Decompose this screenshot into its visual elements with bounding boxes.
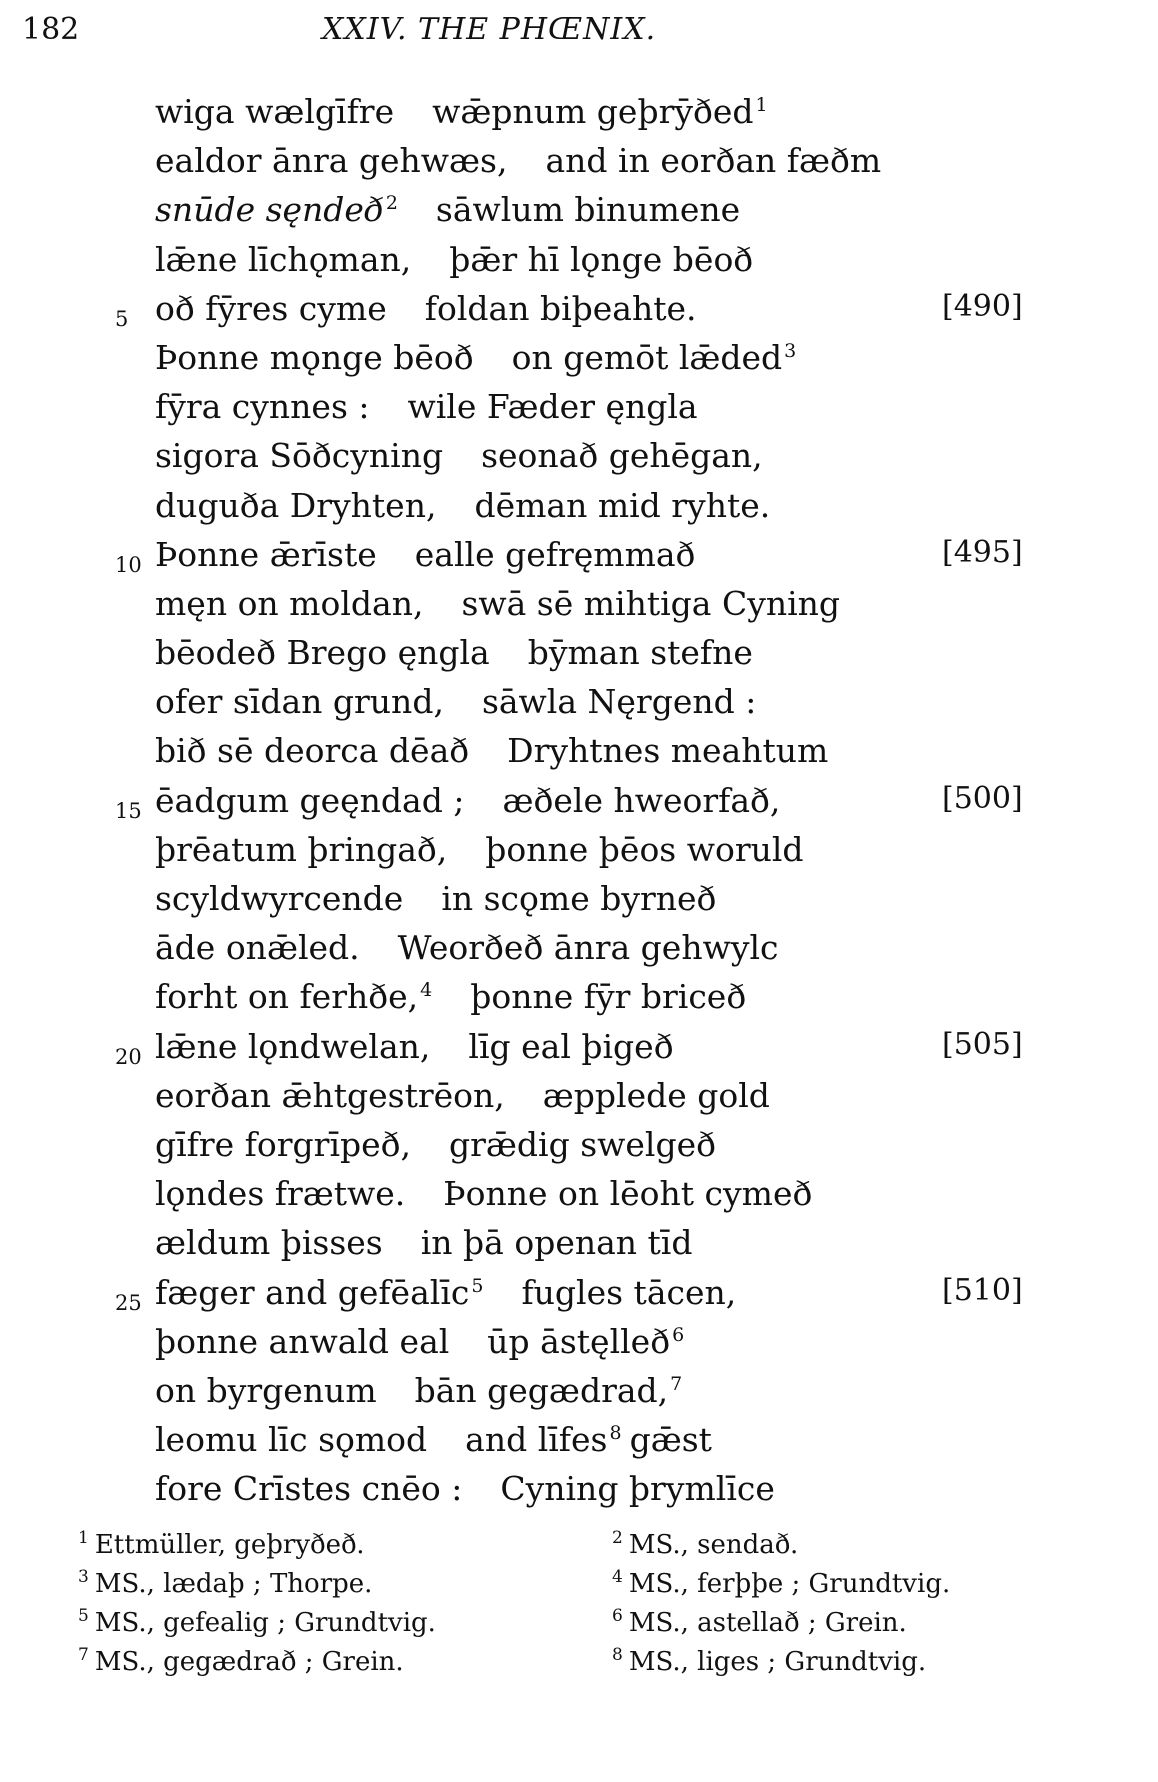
second-half-line (545, 141, 881, 180)
verse-text (155, 731, 828, 770)
second-half-line (481, 436, 763, 475)
first-half-line (155, 387, 370, 426)
half-line-text: gīfre forgrīpeð, (155, 1124, 412, 1164)
verse-text (155, 141, 881, 180)
half-line-text: ofer sīdan grund, (155, 682, 444, 722)
half-line-text: æpplede gold (542, 1075, 770, 1115)
half-line-text: eorðan ǣhtgestrēon, (155, 1075, 505, 1115)
second-half-line (398, 928, 779, 967)
half-line-text: lǣne lǫndwelan, (155, 1026, 431, 1066)
footnote-marker: 4 (420, 979, 433, 1002)
first-half-line (155, 928, 360, 967)
half-line-text: þonne fȳr briceð (470, 977, 747, 1017)
second-half-line (465, 1420, 712, 1459)
verse-line (0, 1174, 1158, 1223)
first-half-line (155, 1027, 430, 1066)
first-half-line (155, 977, 432, 1016)
first-half-line (155, 584, 423, 623)
second-half-line (470, 977, 746, 1016)
first-half-line (155, 141, 507, 180)
verse-line (0, 1027, 1158, 1076)
half-line-text: ealle gefręmmað (414, 534, 696, 574)
first-half-line (155, 1273, 483, 1312)
first-half-line (155, 879, 403, 918)
second-half-line (512, 338, 797, 377)
half-line-text: foldan biþeahte. (424, 288, 697, 328)
verse-line (0, 781, 1158, 830)
half-line-text: æðele hweorfað, (502, 780, 781, 820)
second-half-line (436, 190, 740, 229)
first-half-line (155, 1223, 383, 1262)
page-header (22, 12, 1118, 52)
verse-text (155, 584, 840, 623)
half-line-text: duguða Dryhten, (155, 485, 437, 525)
second-half-line (415, 535, 696, 574)
verse-text (155, 830, 804, 869)
second-half-line (485, 830, 803, 869)
footnote-number: 3 (78, 1567, 89, 1588)
verse-text (155, 1125, 716, 1164)
verse-text (155, 682, 756, 721)
second-half-line (500, 1469, 775, 1508)
first-half-line (155, 436, 443, 475)
line-number: 10 (115, 552, 142, 577)
line-number: 20 (115, 1044, 142, 1069)
footnote-number: 7 (78, 1645, 89, 1666)
half-line-text: dēman mid ryhte. (474, 485, 771, 525)
half-line-text: sāwlum binumene (435, 190, 741, 230)
half-line-text: bān gegædrad, (414, 1370, 669, 1410)
footnote-marker: 7 (670, 1372, 683, 1395)
half-line-text: wile Fæder ęngla (407, 387, 698, 427)
second-half-line (443, 1174, 812, 1213)
half-line-text: ēadgum geęndad ; (155, 780, 465, 820)
first-half-line (155, 1076, 505, 1115)
half-line-text: grǣdig swelgeð (449, 1124, 717, 1164)
verse-line (0, 584, 1158, 633)
first-half-line (155, 240, 411, 279)
first-half-line (155, 682, 444, 721)
half-line-text: þrēatum þringað, (155, 829, 448, 869)
first-half-line (155, 535, 377, 574)
second-half-line (408, 387, 698, 426)
footnote-number: 4 (612, 1567, 623, 1588)
verse-line (0, 879, 1158, 928)
half-line-text: ealdor ānra gehwæs, (155, 141, 508, 181)
verse-line (0, 436, 1158, 485)
verse-text (155, 1371, 682, 1410)
footnote-text: Ettmüller, geþryðeð. (94, 1530, 365, 1560)
verse-line (0, 731, 1158, 780)
verse-text (155, 1027, 674, 1066)
verse-line (0, 1125, 1158, 1174)
first-half-line (155, 190, 398, 229)
first-half-line (155, 338, 474, 377)
second-half-line (449, 240, 753, 279)
verse-text (155, 1322, 684, 1361)
verse-text (155, 338, 796, 377)
manuscript-line-reference: [500] (942, 780, 1023, 816)
half-line-text: in þā openan tīd (420, 1223, 693, 1263)
half-line-text: bēodeð Brego ęngla (155, 633, 490, 673)
verse-line (0, 338, 1158, 387)
half-line-text: lǫndes frætwe. (155, 1174, 406, 1214)
second-half-line (502, 781, 780, 820)
second-half-line (474, 486, 770, 525)
page-number: 182 (22, 12, 80, 47)
half-line-text: Weorðeð ānra gehwylc (397, 928, 779, 968)
verse-line (0, 486, 1158, 535)
second-half-line (482, 682, 756, 721)
verse-text (155, 535, 695, 574)
line-number: 15 (115, 798, 142, 823)
half-line-text: on gemōt lǣded (511, 337, 783, 377)
second-half-line (543, 1076, 770, 1115)
verse-text (155, 436, 763, 475)
first-half-line (155, 1371, 377, 1410)
manuscript-line-reference: [490] (942, 288, 1023, 324)
half-line-text: on byrgenum (155, 1370, 377, 1410)
second-half-line (415, 1371, 683, 1410)
footnote-number: 2 (612, 1528, 623, 1549)
half-line-text: seonað gehēgan, (481, 436, 763, 476)
verse-text (155, 1273, 736, 1312)
footnote-text: MS., liges ; Grundtvig. (628, 1647, 927, 1677)
half-line-text: āde onǣled. (155, 928, 360, 968)
half-line-text: fore Crīstes cnēo : (155, 1469, 463, 1509)
footnote-text: MS., gegædrað ; Grein. (94, 1647, 404, 1677)
half-line-text: ældum þisses (155, 1223, 383, 1263)
verse-text (155, 633, 753, 672)
second-half-line (432, 92, 768, 131)
verse-text (155, 1076, 770, 1115)
half-line-text: wǣpnum geþrȳðed (432, 92, 754, 131)
half-line-text: Þonne mǫnge bēoð (155, 337, 474, 377)
manuscript-line-reference: [510] (942, 1272, 1023, 1308)
half-line-text: and līfes (465, 1420, 608, 1460)
verse-text (155, 92, 768, 131)
verse-line (0, 387, 1158, 436)
verse-text (155, 190, 740, 229)
verse-text (155, 781, 780, 820)
half-line-text: męn on moldan, (155, 583, 424, 623)
half-line-text: in scǫme byrneð (441, 879, 717, 918)
half-line-text: lǣne līchǫman, (155, 239, 412, 279)
footnote-marker: 8 (609, 1422, 622, 1445)
verse-line (0, 289, 1158, 338)
line-number: 25 (115, 1290, 142, 1315)
verse-line (0, 92, 1158, 141)
footnote (612, 1608, 907, 1638)
verse-text (155, 1469, 775, 1508)
half-line-text: fugles tācen, (521, 1272, 737, 1312)
second-half-line (449, 1125, 716, 1164)
second-half-line (461, 584, 840, 623)
footnote (612, 1647, 926, 1677)
footnote (78, 1647, 404, 1677)
half-line-text: ūp āstęlleð (487, 1321, 671, 1361)
second-half-line (507, 731, 828, 770)
first-half-line (155, 731, 469, 770)
half-line-text: Þonne ǣrīste (155, 534, 377, 574)
first-half-line (155, 92, 394, 131)
second-half-line (528, 633, 753, 672)
first-half-line (155, 1322, 449, 1361)
verse-text (155, 289, 696, 328)
footnote-marker: 5 (471, 1274, 484, 1297)
verse-text (155, 977, 746, 1016)
second-half-line (425, 289, 697, 328)
verse-line (0, 240, 1158, 289)
footnote (78, 1569, 372, 1599)
footnote-marker: 1 (755, 94, 768, 116)
footnote-text: MS., lædaþ ; Thorpe. (94, 1569, 373, 1599)
verse-line (0, 1223, 1158, 1272)
footnote-marker: 6 (672, 1323, 685, 1346)
verse-line (0, 1273, 1158, 1322)
half-line-text: þonne anwald eal (155, 1321, 450, 1361)
half-line-text: and in eorðan fæðm (545, 141, 882, 181)
footnote (612, 1530, 798, 1560)
verse-text (155, 240, 753, 279)
verse-text (155, 387, 698, 426)
footnote-marker: 3 (784, 339, 797, 362)
half-line-text: oð fȳres cyme (155, 288, 387, 328)
half-line-text: snūde sęndeð (155, 190, 384, 230)
verse-line (0, 928, 1158, 977)
verse-text (155, 1174, 812, 1213)
second-half-line (421, 1223, 693, 1262)
verse-line (0, 682, 1158, 731)
half-line-text: sāwla Nęrgend : (481, 682, 757, 722)
half-line-text: fæger and gefēalīc (155, 1272, 470, 1312)
half-line-text: bið sē deorca dēað (155, 731, 470, 771)
half-line-text: Þonne on lēoht cymeð (443, 1174, 813, 1214)
footnote-text: MS., astellað ; Grein. (628, 1608, 907, 1638)
footnote-number: 6 (612, 1606, 623, 1627)
half-line-text: wiga wælgīfre (155, 92, 395, 131)
footnote (78, 1530, 365, 1560)
verse-line (0, 190, 1158, 239)
verse-line (0, 633, 1158, 682)
verse-line (0, 1076, 1158, 1125)
verse-line (0, 141, 1158, 190)
footnote-text: MS., gefealig ; Grundtvig. (94, 1608, 436, 1638)
footnote-text: MS., ferþþe ; Grundtvig. (628, 1569, 951, 1599)
verse-line (0, 830, 1158, 879)
half-line-text: bȳman stefne (527, 633, 753, 673)
half-line-text: scyldwyrcende (155, 879, 404, 918)
half-line-text: fȳra cynnes : (155, 387, 370, 427)
manuscript-line-reference: [495] (942, 534, 1023, 570)
footnote-text: MS., sendað. (628, 1530, 799, 1560)
verse-text (155, 486, 770, 525)
verse-line (0, 1371, 1158, 1420)
half-line-text: Dryhtnes meahtum (507, 731, 829, 771)
footnote (612, 1569, 950, 1599)
half-line-text: sigora Sōðcyning (155, 436, 444, 476)
first-half-line (155, 1420, 427, 1459)
first-half-line (155, 1174, 405, 1213)
verse-line (0, 1469, 1158, 1518)
line-number: 5 (115, 306, 129, 331)
first-half-line (155, 830, 447, 869)
first-half-line (155, 781, 464, 820)
second-half-line (521, 1273, 736, 1312)
footnote-number: 1 (78, 1528, 89, 1549)
second-half-line (487, 1322, 684, 1361)
second-half-line (441, 879, 716, 918)
verse-text (155, 879, 716, 918)
manuscript-line-reference: [505] (942, 1026, 1023, 1062)
first-half-line (155, 289, 387, 328)
verse-line (0, 1420, 1158, 1469)
half-line-text: forht on ferhðe, (155, 977, 419, 1017)
first-half-line (155, 486, 436, 525)
verse-line (0, 977, 1158, 1026)
verse-text (155, 1420, 712, 1459)
half-line-text: Cyning þrymlīce (500, 1469, 775, 1509)
half-line-text: līg eal þigeð (468, 1026, 674, 1066)
verse-text (155, 1223, 692, 1262)
half-line-text: leomu līc sǫmod (155, 1420, 428, 1460)
footnote-number: 5 (78, 1606, 89, 1627)
half-line-text: þonne þēos woruld (485, 829, 804, 869)
first-half-line (155, 633, 490, 672)
half-line-text: swā sē mihtiga Cyning (461, 583, 841, 623)
first-half-line (155, 1469, 462, 1508)
footnote-marker: 2 (385, 192, 398, 215)
first-half-line (155, 1125, 411, 1164)
running-title: XXIV. THE PHŒNIX. (322, 12, 657, 47)
half-line-text: þǣr hī lǫnge bēoð (449, 239, 754, 279)
half-line-text: gǣst (629, 1420, 712, 1460)
verse-text (155, 928, 779, 967)
poem-text (0, 92, 1158, 1518)
verse-line (0, 535, 1158, 584)
footnote-number: 8 (612, 1645, 623, 1666)
footnote (78, 1608, 436, 1638)
second-half-line (468, 1027, 673, 1066)
verse-line (0, 1322, 1158, 1371)
